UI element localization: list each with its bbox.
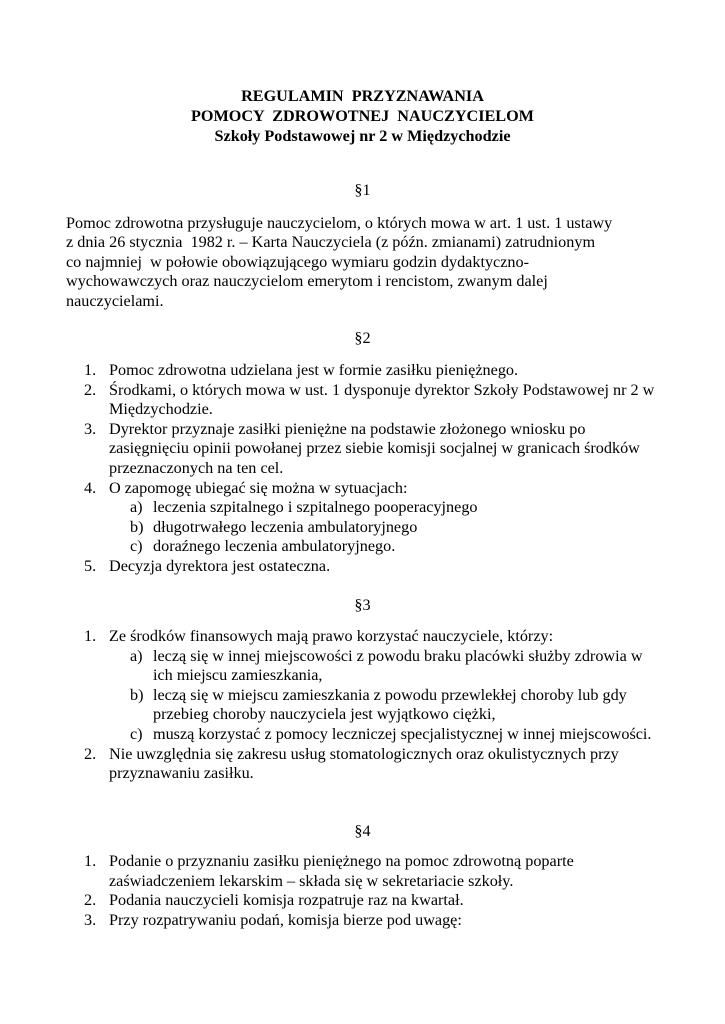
section-2-list: [66, 361, 666, 577]
list-item: [66, 891, 666, 911]
title-line-2: POMOCY ZDROWOTNEJ NAUCZYCIELOM: [191, 107, 534, 125]
sub-item-letter: a): [130, 646, 143, 665]
list-item: [66, 420, 666, 479]
sub-item: [109, 518, 666, 538]
item-number: 1.: [84, 361, 97, 379]
item-text: Nie uwzględnia się zakresu usług stomatologicznych oraz okulistycznych przy przyznawaniu zasiłku.: [109, 744, 619, 783]
list-item: [66, 627, 666, 745]
item-text: Decyzja dyrektora jest ostateczna.: [109, 556, 331, 575]
sub-item: [109, 498, 666, 518]
title-line-3: Szkoły Podstawowej nr 2 w Międzychodzie: [214, 127, 511, 145]
item-number: 1.: [84, 627, 97, 645]
item-number: 3.: [84, 419, 97, 438]
paragraph-line: z dnia 26 stycznia 1982 r. – Karta Nauczyciela (z późn. zmianami) zatrudnionym: [66, 233, 596, 252]
item-text: Pomoc zdrowotna udzielana jest w formie zasiłku pieniężnego.: [109, 361, 519, 379]
section-3-list: [66, 627, 666, 784]
list-item: [66, 745, 666, 784]
section-1-paragraph: [66, 214, 666, 311]
sub-item-text: leczenia szpitalnego i szpitalnego pooperacyjnego: [153, 498, 478, 517]
item-number: 3.: [84, 910, 97, 929]
section-4-list: [66, 852, 666, 930]
list-item: [66, 361, 666, 381]
sub-list: [109, 647, 666, 745]
section-2-heading: §2: [354, 329, 371, 347]
sub-item-letter: c): [130, 724, 143, 743]
sub-item-text: leczą się w innej miejscowości z powodu braku placówki służby zdrowia w ich miejscu zamieszkania,: [153, 646, 643, 685]
sub-item-letter: a): [130, 498, 143, 517]
paragraph-line: co najmniej w połowie obowiązującego wymiaru godzin dydaktyczno-: [66, 252, 530, 271]
paragraph-line: Pomoc zdrowotna przysługuje nauczycielom, o których mowa w art. 1 ust. 1 ustawy: [66, 214, 613, 232]
item-text: Środkami, o których mowa w ust. 1 dysponuje dyrektor Szkoły Podstawowej nr 2 w Międzychodzie.: [109, 380, 655, 419]
section-3-heading: §3: [354, 596, 371, 614]
item-number: 4.: [84, 478, 97, 497]
item-text: O zapomogę ubiegać się można w sytuacjach:: [109, 478, 408, 497]
list-item: [66, 479, 666, 557]
sub-item-text: muszą korzystać z pomocy leczniczej specjalistycznej w innej miejscowości.: [153, 724, 652, 743]
section-1-heading: §1: [354, 181, 371, 199]
sub-item-letter: b): [130, 517, 144, 536]
title-line-1: REGULAMIN PRZYZNAWANIA: [241, 87, 484, 105]
item-number: 2.: [84, 891, 97, 910]
list-item: [66, 852, 666, 891]
section-4-heading: §4: [354, 822, 371, 840]
list-item: [66, 911, 666, 931]
sub-item: [109, 725, 666, 745]
list-item: [66, 557, 666, 577]
item-number: 5.: [84, 556, 97, 575]
document-title: [0, 86, 725, 146]
item-text: Podanie o przyznaniu zasiłku pieniężnego na pomoc zdrowotną poparte zaświadczeniem lekarskim – składa się w sekretariacie szkoły.: [109, 852, 574, 890]
sub-item: [109, 537, 666, 557]
paragraph-line: wychowawczych oraz nauczycielom emerytom i rencistom, zwanym dalej: [66, 272, 548, 291]
sub-item: [109, 647, 666, 686]
sub-item-text: długotrwałego leczenia ambulatoryjnego: [153, 517, 418, 536]
item-text: Dyrektor przyznaje zasiłki pieniężne na podstawie złożonego wniosku po zasięgnięciu opinii powołanej przez siebie komisji socjalnej w granicach środków przeznaczonych na ten cel.: [109, 419, 640, 477]
sub-item-letter: c): [130, 537, 143, 556]
sub-list: [109, 498, 666, 557]
item-number: 2.: [84, 744, 97, 763]
sub-item-letter: b): [130, 685, 144, 704]
list-item: [66, 381, 666, 420]
sub-item-text: doraźnego leczenia ambulatoryjnego.: [153, 537, 396, 556]
item-text: Ze środków finansowych mają prawo korzystać nauczyciele, którzy:: [109, 627, 554, 645]
item-number: 2.: [84, 380, 97, 399]
sub-item: [109, 686, 666, 725]
item-text: Podania nauczycieli komisja rozpatruje raz na kwartał.: [109, 891, 464, 910]
item-number: 1.: [84, 852, 97, 870]
paragraph-line: nauczycielami.: [66, 291, 164, 310]
sub-item-text: leczą się w miejscu zamieszkania z powodu przewlekłej choroby lub gdy przebieg choroby nauczyciela jest wyjątkowo ciężki,: [153, 685, 627, 724]
item-text: Przy rozpatrywaniu podań, komisja bierze pod uwagę:: [109, 910, 462, 929]
